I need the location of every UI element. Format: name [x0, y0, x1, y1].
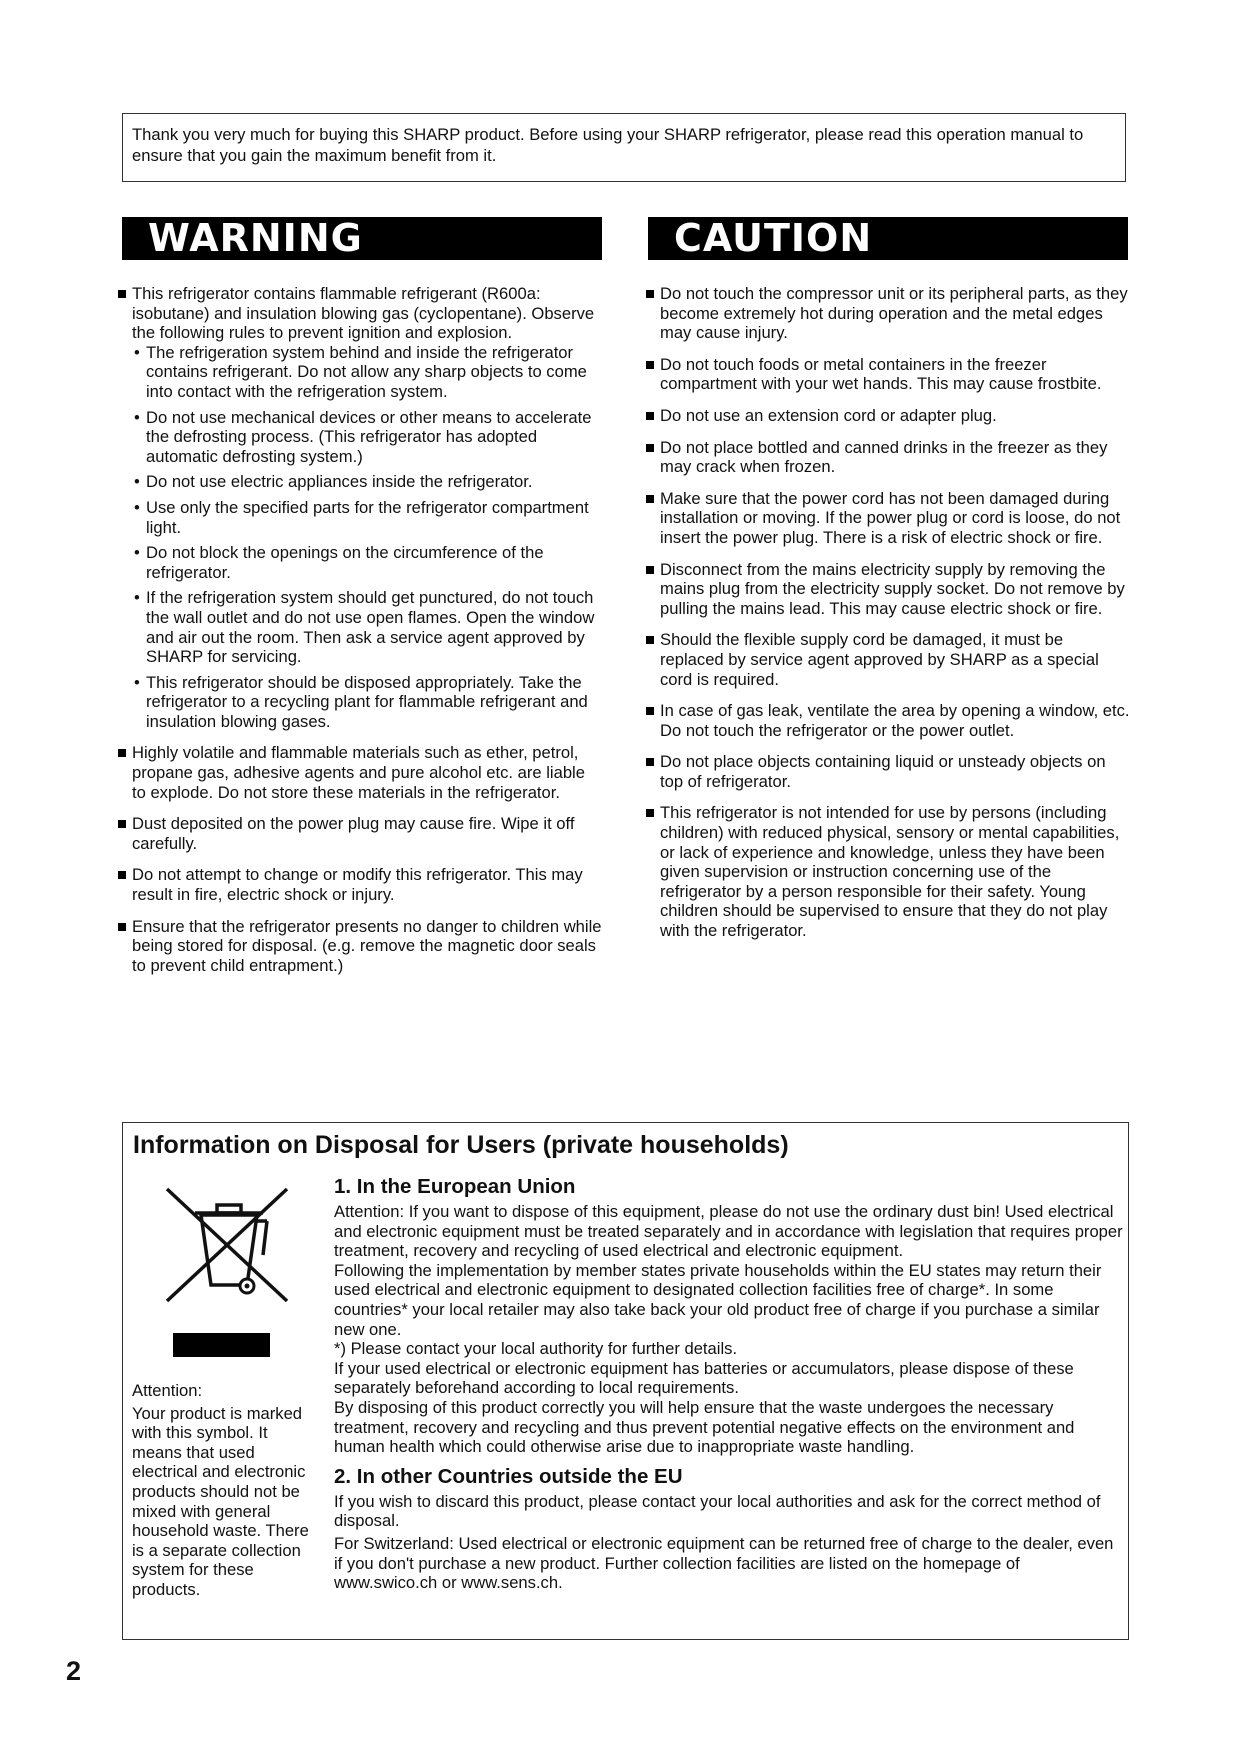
caution-item	[646, 489, 1130, 548]
caution-item	[646, 630, 1130, 689]
warning-subitem	[132, 673, 602, 732]
warning-subitem	[132, 472, 602, 492]
bullet-square-icon	[646, 707, 654, 715]
warning-item-text: Highly volatile and flammable materials such as ether, petrol, propane gas, adhesive agents and pure alcohol etc. are liable to explode. Do not store these materials in the refrigerator.	[132, 743, 585, 802]
attention-body: Your product is marked with this symbol. It means that used electrical and electronic products should not be mixed with general household waste. There is a separate collection system for these products.	[132, 1403, 309, 1599]
warning-subitem	[132, 588, 602, 666]
bullet-square-icon	[646, 290, 654, 298]
caution-item	[646, 803, 1130, 940]
caution-item	[646, 406, 1130, 426]
bullet-square-icon	[118, 820, 126, 828]
warning-subitem-text: Do not use mechanical devices or other means to accelerate the defrosting process. (This refrigerator has adopted automatic defrosting system.)	[146, 407, 592, 466]
warning-item-text: This refrigerator contains flammable refrigerant (R600a: isobutane) and insulation blowing gas (cyclopentane). Observe the following rules to prevent ignition and explosion.	[132, 284, 595, 343]
warning-title: WARNING	[148, 216, 363, 260]
warning-item-text: Do not attempt to change or modify this refrigerator. This may result in fire, electric shock or injury.	[132, 865, 583, 905]
eu-paragraph: Following the implementation by member states private households within the EU states may return their used electrical and electronic equipment to designated collection facilities free of charge*. In some countries* your local retailer may also take back your old product free of charge if you purchase a similar new one.	[334, 1260, 1102, 1339]
caution-item	[646, 560, 1130, 619]
warning-item	[118, 917, 602, 976]
warning-item	[118, 284, 602, 731]
disposal-right-text	[334, 1175, 1124, 1593]
warning-subitem-text: Do not use electric appliances inside the refrigerator.	[146, 472, 533, 492]
intro-text: Thank you very much for buying this SHARP product. Before using your SHARP refrigerator, please read this operation manual to ensure that you gain the maximum benefit from it.	[132, 125, 1084, 165]
bullet-dot-icon: •	[134, 407, 140, 427]
other-paragraph: If you wish to discard this product, please contact your local authorities and ask for the correct method of disposal.	[334, 1491, 1101, 1531]
bullet-dot-icon: •	[134, 672, 140, 692]
crossed-out-wheelie-bin-icon	[161, 1185, 293, 1305]
warning-item-text: Ensure that the refrigerator presents no danger to children while being stored for disposal. (e.g. remove the magnetic door seals to prevent child entrapment.)	[132, 916, 602, 975]
caution-column	[646, 284, 1130, 953]
eu-paragraph: By disposing of this product correctly you will help ensure that the waste undergoes the necessary treatment, recovery and recycling and thus prevent potential negative effects on the environment and human health which could otherwise arise due to inappropriate waste handling.	[334, 1397, 1075, 1457]
caution-item	[646, 752, 1130, 791]
bullet-dot-icon: •	[134, 588, 140, 608]
warning-subitem	[132, 408, 602, 467]
caution-item	[646, 284, 1130, 343]
warning-subitem-text: The refrigeration system behind and inside the refrigerator contains refrigerant. Do not allow any sharp objects to come into contact with the refrigeration system.	[146, 342, 587, 401]
caution-item-text: Do not touch foods or metal containers in the freezer compartment with your wet hands. This may cause frostbite.	[660, 354, 1102, 394]
bullet-dot-icon: •	[134, 543, 140, 563]
bullet-dot-icon: •	[134, 472, 140, 492]
warning-subitem-text: Use only the specified parts for the refrigerator compartment light.	[146, 497, 589, 537]
warning-item-text: Dust deposited on the power plug may cause fire. Wipe it off carefully.	[132, 814, 575, 853]
bullet-square-icon	[646, 412, 654, 420]
attention-label: Attention:	[132, 1381, 203, 1400]
bullet-square-icon	[646, 566, 654, 574]
bullet-dot-icon: •	[134, 342, 140, 362]
bullet-square-icon	[646, 361, 654, 369]
bullet-square-icon	[118, 871, 126, 879]
other-countries-heading: 2. In other Countries outside the EU	[334, 1464, 683, 1488]
eu-paragraph: Attention: If you want to dispose of this equipment, please do not use the ordinary dust bin! Used electrical and electronic equipment must be treated separately and in accordance with legislation that requires proper treatment, recovery and recycling of used electrical and electronic equipment.	[334, 1202, 1123, 1261]
caution-item	[646, 355, 1130, 394]
warning-subitem	[132, 498, 602, 537]
warning-sublist	[132, 343, 602, 732]
bullet-square-icon	[646, 495, 654, 503]
warning-item	[118, 743, 602, 802]
warning-subitem	[132, 543, 602, 582]
warning-subitem-text: This refrigerator should be disposed appropriately. Take the refrigerator to a recycling plant for flammable refrigerant and insulation blowing gases.	[146, 672, 588, 731]
warning-subitem-text: Do not block the openings on the circumference of the refrigerator.	[146, 543, 544, 582]
disposal-left-note	[132, 1381, 317, 1600]
caution-item-text: Disconnect from the mains electricity supply by removing the mains plug from the electricity supply socket. Do not remove by pulling the mains lead. This may cause electric shock or fire.	[660, 559, 1125, 618]
warning-item	[118, 814, 602, 853]
warning-column	[118, 284, 602, 987]
caution-item-text: Make sure that the power cord has not been damaged during installation or moving. If the power plug or cord is loose, do not insert the power plug. There is a risk of electric shock or fire.	[660, 488, 1121, 547]
disposal-title: Information on Disposal for Users (private households)	[133, 1131, 789, 1159]
caution-banner	[648, 217, 1128, 260]
caution-item-text: Should the flexible supply cord be damaged, it must be replaced by service agent approved by SHARP as a special cord is required.	[660, 630, 1099, 689]
caution-item-text: Do not use an extension cord or adapter plug.	[660, 405, 997, 425]
eu-heading: 1. In the European Union	[334, 1175, 576, 1198]
other-paragraph: For Switzerland: Used electrical or electronic equipment can be returned free of charge to the dealer, even if you don't purchase a new product. Further collection facilities are listed on the homepage of www.swico.ch or www.sens.ch.	[334, 1533, 1114, 1593]
caution-title: CAUTION	[674, 216, 873, 260]
warning-item	[118, 865, 602, 904]
page-number: 2	[66, 1656, 82, 1686]
bullet-dot-icon: •	[134, 497, 140, 517]
caution-item	[646, 438, 1130, 477]
warning-banner	[122, 217, 602, 260]
warning-subitem-text: If the refrigeration system should get punctured, do not touch the wall outlet and do not use open flames. Open the window and air out the room. Then ask a service agent approved by SHARP for servicing.	[146, 588, 595, 667]
caution-item-text: In case of gas leak, ventilate the area by opening a window, etc. Do not touch the refrigerator or the power outlet.	[660, 701, 1130, 740]
bullet-square-icon	[646, 636, 654, 644]
disposal-info-box	[122, 1122, 1129, 1640]
bullet-square-icon	[118, 749, 126, 757]
intro-box	[122, 113, 1126, 182]
caution-item-text: Do not place objects containing liquid or unsteady objects on top of refrigerator.	[660, 752, 1106, 791]
bullet-square-icon	[118, 290, 126, 298]
caution-item-text: Do not touch the compressor unit or its peripheral parts, as they become extremely hot during operation and the metal edges may cause injury.	[660, 284, 1128, 343]
caution-item	[646, 701, 1130, 740]
eu-paragraph: *) Please contact your local authority for further details.	[334, 1339, 738, 1359]
caution-item-text: Do not place bottled and canned drinks in the freezer as they may crack when frozen.	[660, 437, 1108, 477]
bullet-square-icon	[646, 444, 654, 452]
eu-paragraph: If your used electrical or electronic equipment has batteries or accumulators, please dispose of these separately beforehand according to local requirements.	[334, 1358, 1074, 1398]
black-bar	[173, 1333, 270, 1357]
bullet-square-icon	[646, 809, 654, 817]
caution-item-text: This refrigerator is not intended for use by persons (including children) with reduced physical, sensory or mental capabilities, or lack of experience and knowledge, unless they have been given supervision or instruction concerning use of the refrigerator by a person responsible for their safety. Young children should be supervised to ensure that they do not play with the refrigerator.	[660, 803, 1120, 941]
bullet-square-icon	[118, 923, 126, 931]
warning-subitem	[132, 343, 602, 402]
bullet-square-icon	[646, 758, 654, 766]
